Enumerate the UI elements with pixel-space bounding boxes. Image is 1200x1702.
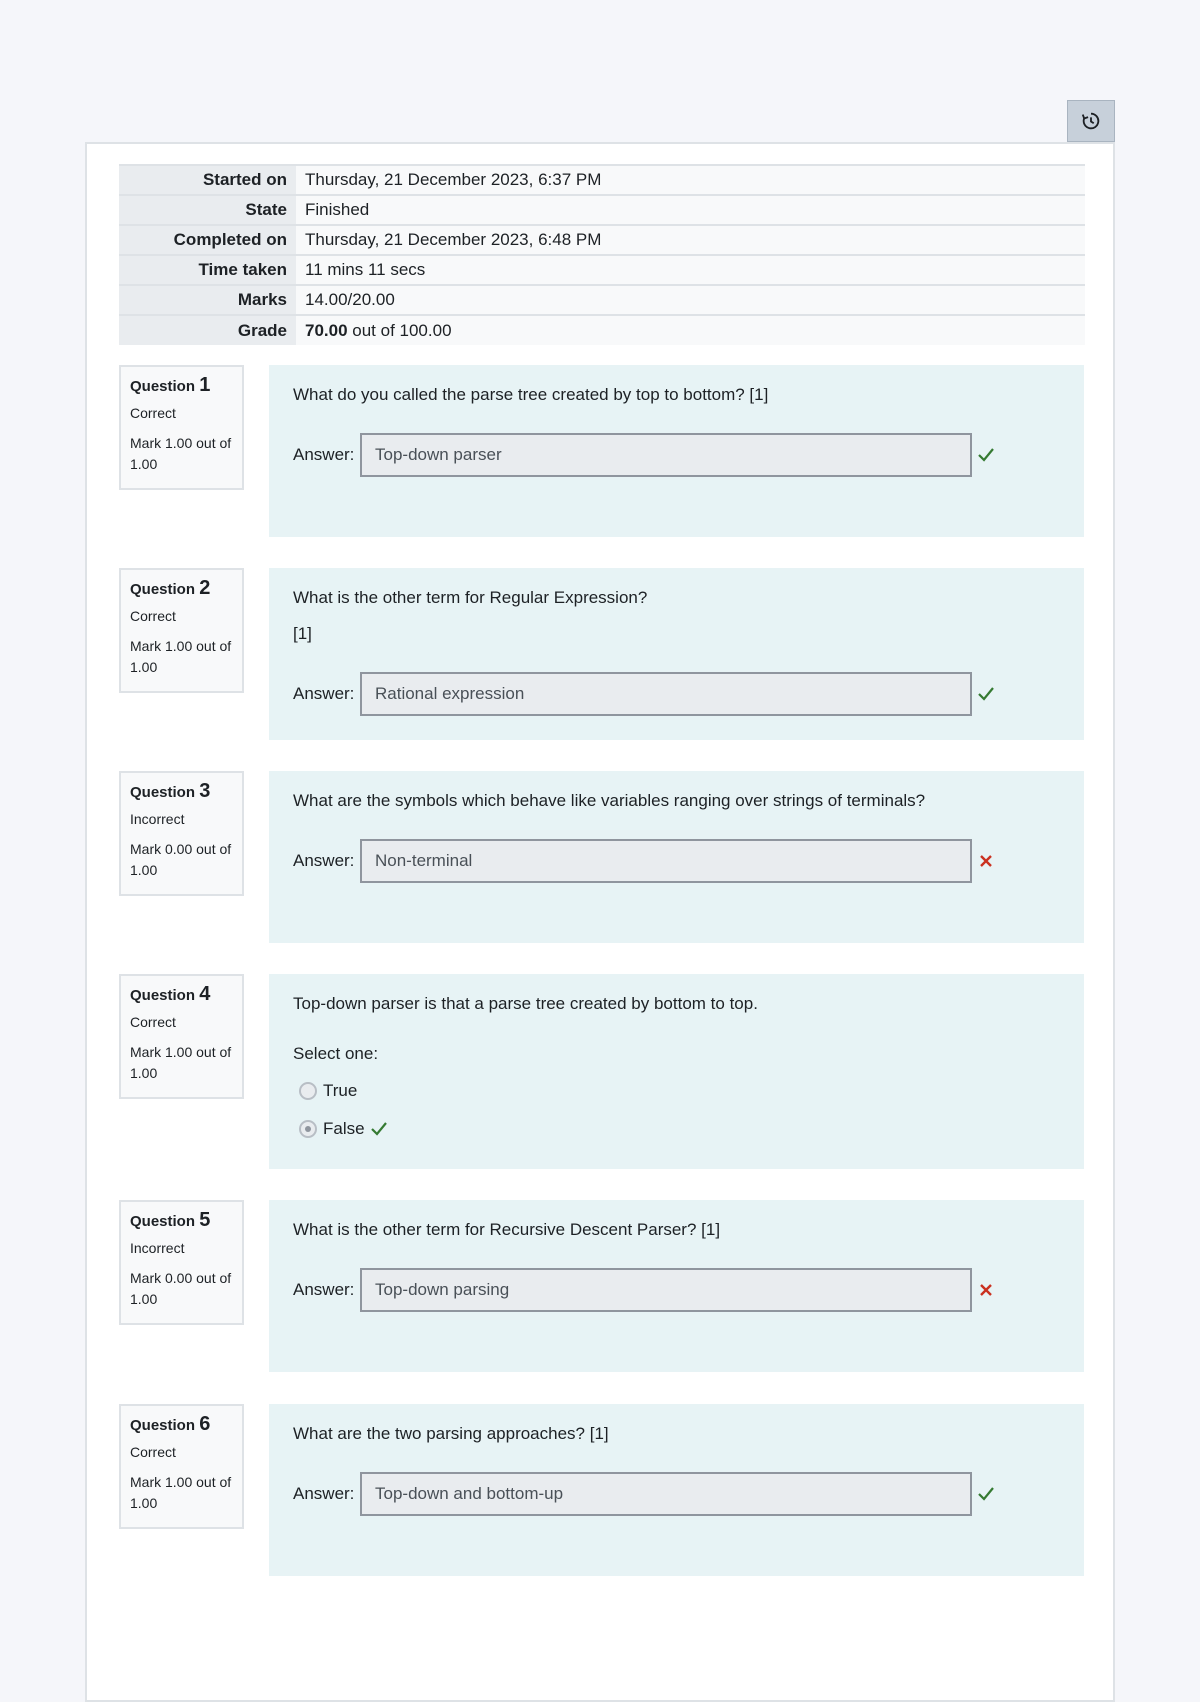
summary-row [119,255,1085,285]
radio-true[interactable] [299,1082,317,1100]
summary-label: State [119,195,296,225]
summary-label: Completed on [119,225,296,255]
question-number: 2 [199,577,211,599]
option-label: False [323,1119,365,1138]
summary-value: Thursday, 21 December 2023, 6:48 PM [296,225,1085,255]
question-content-2 [269,568,1084,740]
check-icon [976,1484,996,1504]
question-title: Question 4 [130,983,211,1005]
question-text: Top-down parser is that a parse tree created by bottom to top. [293,994,758,1013]
question-text: What do you called the parse tree created by top to bottom? [1] [293,385,769,404]
check-icon [369,1119,389,1139]
question-state: Correct [130,1444,176,1460]
summary-label: Time taken [119,255,296,285]
question-content-6 [269,1404,1084,1576]
question-title: Question 1 [130,374,211,396]
question-mark: Mark 1.00 out of 1.00 [130,638,232,675]
question-mark: Mark 1.00 out of 1.00 [130,1044,232,1081]
question-content-4 [269,974,1084,1169]
answer-input[interactable] [360,1268,972,1312]
attempt-summary-table [119,164,1085,345]
answer-row [293,433,996,477]
question-number: 6 [199,1413,211,1435]
question-number: 5 [199,1209,211,1231]
answer-input[interactable] [360,1472,972,1516]
question-mark: Mark 0.00 out of 1.00 [130,1270,232,1307]
question-mark: Mark 1.00 out of 1.00 [130,1474,232,1511]
cross-icon [976,1280,996,1300]
question-content-5 [269,1200,1084,1372]
answer-label: Answer: [293,684,355,703]
question-state: Incorrect [130,811,185,827]
select-one-prompt: Select one: [293,1044,379,1063]
question-info-2 [119,568,244,693]
summary-value: Finished [296,195,1085,225]
question-title: Question 5 [130,1209,211,1231]
answer-input[interactable] [360,672,972,716]
option-false[interactable] [293,1110,1060,1148]
summary-row [119,315,1085,345]
question-state: Correct [130,405,176,421]
question-info-4 [119,974,244,1099]
summary-value: 11 mins 11 secs [296,255,1085,285]
answer-input[interactable] [360,839,972,883]
question-number: 3 [199,780,211,802]
answer-label: Answer: [293,851,355,870]
question-state: Correct [130,608,176,624]
history-button[interactable] [1067,100,1115,142]
question-text: What are the two parsing approaches? [1] [293,1424,609,1443]
summary-label: Grade [119,315,296,345]
history-icon [1080,110,1102,132]
question-content-1 [269,365,1084,537]
quiz-review-panel [85,142,1115,1702]
radio-false[interactable] [299,1120,317,1138]
summary-value [296,315,1085,345]
question-text-marks: [1] [293,624,312,643]
question-mark: Mark 1.00 out of 1.00 [130,435,232,472]
question-text: What are the symbols which behave like variables ranging over strings of terminals? [293,791,926,810]
answer-label: Answer: [293,1280,355,1299]
question-title: Question 2 [130,577,211,599]
grade-out-of: out of 100.00 [347,320,452,340]
question-number: 4 [199,983,211,1005]
option-label: True [323,1081,358,1100]
question-number: 1 [199,374,211,396]
question-title: Question 3 [130,780,211,802]
summary-label: Marks [119,285,296,315]
cross-icon [976,851,996,871]
summary-row [119,165,1085,195]
grade-value: 70.00 [305,320,348,340]
summary-value: Thursday, 21 December 2023, 6:37 PM [296,165,1085,195]
question-title: Question 6 [130,1413,211,1435]
option-true[interactable] [293,1072,1060,1110]
question-state: Correct [130,1014,176,1030]
summary-value: 14.00/20.00 [296,285,1085,315]
summary-row [119,285,1085,315]
summary-label: Started on [119,165,296,195]
check-icon [976,684,996,704]
summary-row [119,225,1085,255]
check-icon [976,445,996,465]
answer-label: Answer: [293,1484,355,1503]
answer-row [293,1268,996,1312]
answer-label: Answer: [293,445,355,464]
question-info-6 [119,1404,244,1529]
question-state: Incorrect [130,1240,185,1256]
summary-row [119,195,1085,225]
answer-row [293,672,996,716]
answer-row [293,839,996,883]
question-text: What is the other term for Recursive Descent Parser? [1] [293,1220,721,1239]
question-mark: Mark 0.00 out of 1.00 [130,841,232,878]
question-info-3 [119,771,244,896]
question-content-3 [269,771,1084,943]
answer-row [293,1472,996,1516]
answer-input[interactable] [360,433,972,477]
question-text: What is the other term for Regular Expression? [293,588,648,607]
question-info-5 [119,1200,244,1325]
question-info-1 [119,365,244,490]
